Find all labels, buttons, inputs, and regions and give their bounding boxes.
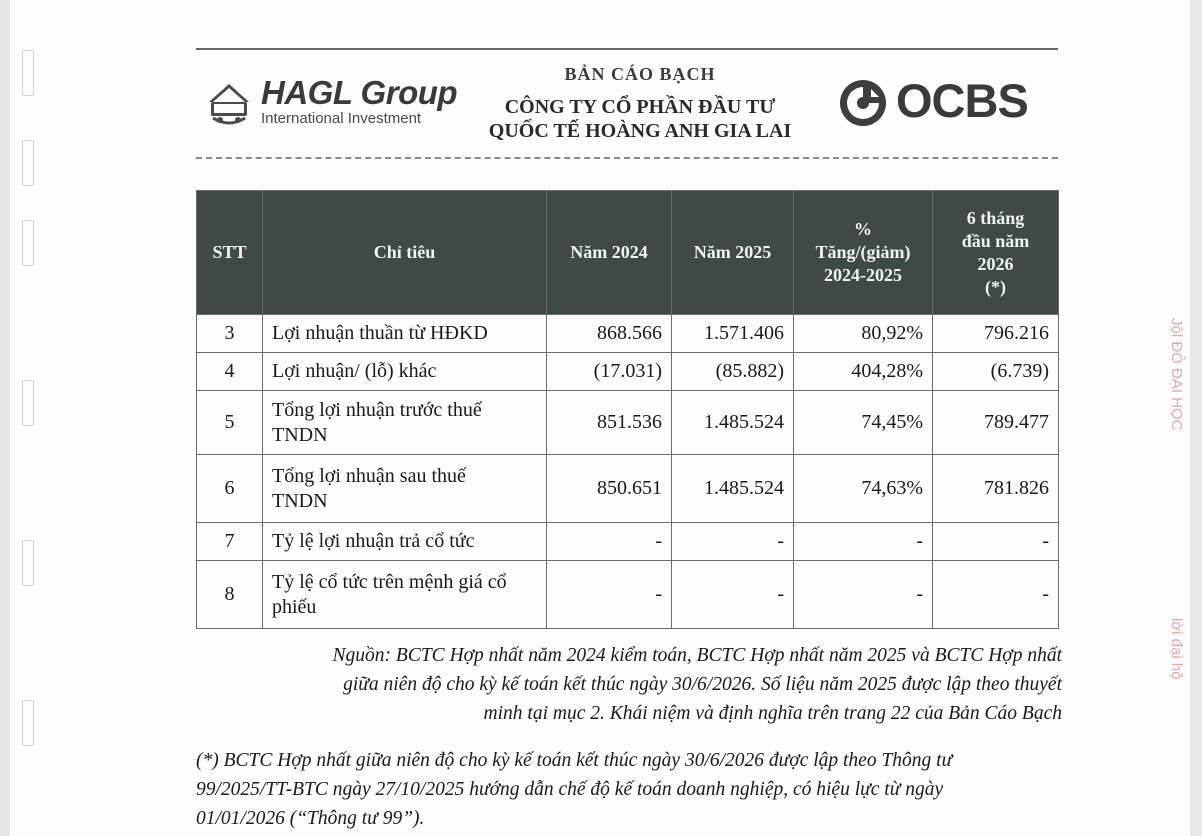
row-value-h1-2026: 789.477 bbox=[933, 391, 1059, 455]
table-row bbox=[197, 523, 1059, 561]
header-top-rule bbox=[196, 48, 1058, 50]
table-row bbox=[197, 353, 1059, 391]
row-value-2024: 868.566 bbox=[547, 315, 672, 353]
binder-hole-mark bbox=[22, 380, 34, 426]
financial-results-table bbox=[196, 190, 1059, 629]
footnote: (*) BCTC Hợp nhất giữa niên độ cho kỳ kế toán kết thúc ngày 30/6/2026 được lập theo Thông tư 99/2025/TT-BTC ngày 27/10/2025 hướng dẫn chế độ kế toán doanh nghiệp, có hiệu lực từ ngày 01/01/2026 (“Thông tư 99”). bbox=[196, 750, 953, 829]
scan-right-edge bbox=[1190, 0, 1202, 836]
row-value-h1-2026: 796.216 bbox=[933, 315, 1059, 353]
row-indicator: Tỷ lệ lợi nhuận trả cổ tức bbox=[263, 523, 547, 561]
col-header-2025: Năm 2025 bbox=[672, 191, 794, 315]
row-indicator: Lợi nhuận/ (lỗ) khác bbox=[263, 353, 547, 391]
row-stt: 7 bbox=[197, 523, 263, 561]
row-change: - bbox=[794, 561, 933, 629]
col-header-h1-2026: 6 tháng đầu năm 2026 (*) bbox=[933, 191, 1059, 315]
table-header-row bbox=[197, 191, 1059, 315]
hagl-brand-name: HAGL Group bbox=[261, 74, 458, 111]
row-value-2025: 1.571.406 bbox=[672, 315, 794, 353]
hagl-emblem-icon bbox=[205, 80, 253, 128]
row-stt: 3 bbox=[197, 315, 263, 353]
row-stt: 4 bbox=[197, 353, 263, 391]
row-value-2024: - bbox=[547, 561, 672, 629]
source-note: Nguồn: BCTC Hợp nhất năm 2024 kiểm toán, BCTC Hợp nhất năm 2025 và BCTC Hợp nhất giữa niên độ cho kỳ kế toán kết thúc ngày 30/6/2026. Số liệu năm 2025 được lập theo thuyết minh tại mục 2. Khái niệm và định nghĩa trên trang 22 của Bản Cáo Bạch bbox=[332, 645, 1062, 724]
row-change: - bbox=[794, 523, 933, 561]
binder-hole-mark bbox=[22, 140, 34, 186]
company-name-line-2: QUỐC TẾ HOÀNG ANH GIA LAI bbox=[488, 120, 792, 142]
row-stt: 8 bbox=[197, 561, 263, 629]
row-change: 80,92% bbox=[794, 315, 933, 353]
binder-hole-mark bbox=[22, 50, 34, 96]
table-row bbox=[197, 455, 1059, 523]
row-change: 404,28% bbox=[794, 353, 933, 391]
binder-hole-mark bbox=[22, 540, 34, 586]
col-header-2024: Năm 2024 bbox=[547, 191, 672, 315]
binder-hole-mark bbox=[22, 700, 34, 746]
ocbs-emblem-icon bbox=[838, 78, 888, 128]
company-name-line-1: CÔNG TY CỔ PHẦN ĐẦU TƯ bbox=[504, 96, 776, 118]
col-header-change: % Tăng/(giảm) 2024-2025 bbox=[794, 191, 933, 315]
ocbs-logo bbox=[838, 76, 1048, 132]
row-value-2025: - bbox=[672, 523, 794, 561]
margin-stamp-lower: lời đại hộ bbox=[1168, 618, 1185, 680]
row-value-2025: 1.485.524 bbox=[672, 391, 794, 455]
row-value-2024: 851.536 bbox=[547, 391, 672, 455]
document-title: BẢN CÁO BẠCH bbox=[564, 64, 716, 84]
row-indicator: Tổng lợi nhuận sau thuế TNDN bbox=[263, 455, 547, 523]
row-value-2025: 1.485.524 bbox=[672, 455, 794, 523]
row-value-h1-2026: 781.826 bbox=[933, 455, 1059, 523]
hagl-brand-subtitle: International Investment bbox=[261, 110, 422, 127]
binder-hole-mark bbox=[22, 220, 34, 266]
row-stt: 6 bbox=[197, 455, 263, 523]
scan-left-edge bbox=[0, 0, 10, 836]
hagl-logo bbox=[205, 74, 458, 134]
row-change: 74,63% bbox=[794, 455, 933, 523]
table-row bbox=[197, 561, 1059, 629]
row-value-h1-2026: - bbox=[933, 561, 1059, 629]
row-value-2024: (17.031) bbox=[547, 353, 672, 391]
table-row bbox=[197, 315, 1059, 353]
row-value-2024: - bbox=[547, 523, 672, 561]
table-row bbox=[197, 391, 1059, 455]
ocbs-brand-name: OCBS bbox=[896, 74, 1028, 127]
row-value-h1-2026: - bbox=[933, 523, 1059, 561]
col-header-indicator: Chỉ tiêu bbox=[263, 191, 547, 315]
margin-stamp-upper: Jộl ĐÔ ĐẠI HỌC bbox=[1168, 318, 1185, 431]
row-indicator: Tỷ lệ cổ tức trên mệnh giá cổ phiếu bbox=[263, 561, 547, 629]
header-dashed-divider bbox=[196, 157, 1058, 159]
row-indicator: Lợi nhuận thuần từ HĐKD bbox=[263, 315, 547, 353]
row-stt: 5 bbox=[197, 391, 263, 455]
row-indicator: Tổng lợi nhuận trước thuế TNDN bbox=[263, 391, 547, 455]
row-value-2025: (85.882) bbox=[672, 353, 794, 391]
col-header-stt: STT bbox=[197, 191, 263, 315]
document-header bbox=[440, 62, 840, 143]
row-value-h1-2026: (6.739) bbox=[933, 353, 1059, 391]
row-value-2024: 850.651 bbox=[547, 455, 672, 523]
row-change: 74,45% bbox=[794, 391, 933, 455]
row-value-2025: - bbox=[672, 561, 794, 629]
